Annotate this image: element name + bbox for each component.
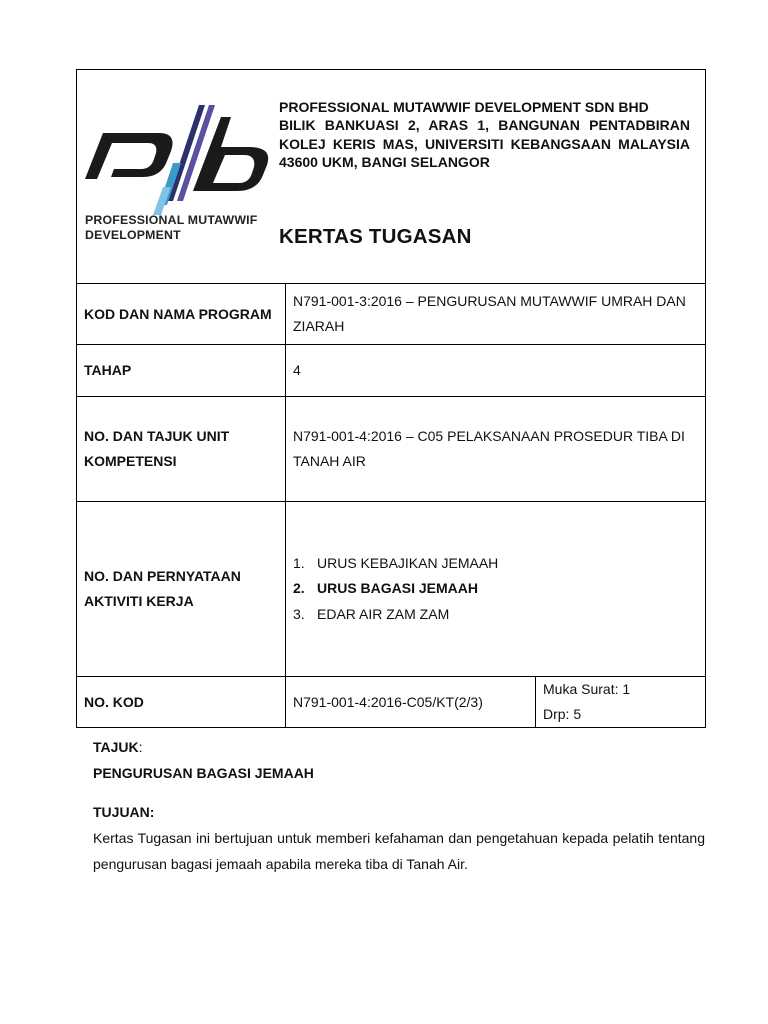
company-block [279,98,690,172]
code-label: NO. KOD [84,693,144,710]
pmd-logo [81,103,271,239]
page-info-cell [536,677,706,728]
logo-caption: PROFESSIONAL MUTAWWIF DEVELOPMENT [85,213,258,239]
program-label: KOD DAN NAMA PROGRAM [84,305,272,322]
activities-label: NO. DAN PERNYATAAN AKTIVITI KERJA [84,568,241,609]
program-value: N791-001-3:2016 – PENGURUSAN MUTAWWIF UMRAH DAN ZIARAH [293,293,686,334]
activities-value-cell [286,502,706,677]
page-number: Muka Surat: 1 [543,681,631,697]
level-value-cell [286,345,706,397]
level-label-cell [77,345,286,397]
activities-label-cell [77,502,286,677]
tujuan-heading: TUJUAN: [93,804,155,820]
letterhead-cell [77,70,706,284]
program-value-cell [286,284,706,345]
list-item [293,551,698,577]
tajuk-value: PENGURUSAN BAGASI JEMAAH [93,765,314,781]
list-item-text: EDAR AIR ZAM ZAM [317,605,450,622]
list-item-text: URUS KEBAJIKAN JEMAAH [317,554,499,571]
tajuk-colon: : [138,739,143,755]
activities-list [293,551,698,628]
level-label: TAHAP [84,362,132,378]
page-total: Drp: 5 [543,706,582,722]
assignment-header-table [76,69,706,728]
document-title: KERTAS TUGASAN [279,225,472,248]
unit-row [77,397,706,502]
code-value: N791-001-4:2016-C05/KT(2/3) [293,693,483,710]
list-item-number: 2. [293,580,305,597]
level-value: 4 [293,362,301,378]
pmd-logo-icon [81,103,271,223]
company-address: BILIK BANKUASI 2, ARAS 1, BANGUNAN PENTADBIRAN KOLEJ KERIS MAS, UNIVERSITI KEBANGSAAN MALAYSIA 43600 UKM, BANGI SELANGOR [279,117,690,171]
level-row [77,345,706,397]
unit-value-cell [286,397,706,502]
list-item-number: 3. [293,605,305,622]
tujuan-paragraph: Kertas Tugasan ini bertujuan untuk memberi kefahaman dan pengetahuan kepada pelatih tentang pengurusan bagasi jemaah apabila mereka tiba di Tanah Air. [93,830,705,872]
unit-value: N791-001-4:2016 – C05 PELAKSANAAN PROSEDUR TIBA DI TANAH AIR [293,428,685,469]
code-value-cell [286,677,536,728]
company-name: PROFESSIONAL MUTAWWIF DEVELOPMENT SDN BHD [279,99,649,115]
unit-label: NO. DAN TAJUK UNIT KOMPETENSI [84,428,230,469]
list-item [293,576,698,602]
program-label-cell [77,284,286,345]
list-item-number: 1. [293,554,305,571]
list-item-text: URUS BAGASI JEMAAH [317,580,479,597]
tajuk-heading [93,739,693,755]
list-item [293,602,698,628]
unit-label-cell [77,397,286,502]
activities-row [77,502,706,677]
code-row [77,677,706,728]
tajuk-label: TAJUK [93,739,139,755]
code-label-cell [77,677,286,728]
program-row [77,284,706,345]
